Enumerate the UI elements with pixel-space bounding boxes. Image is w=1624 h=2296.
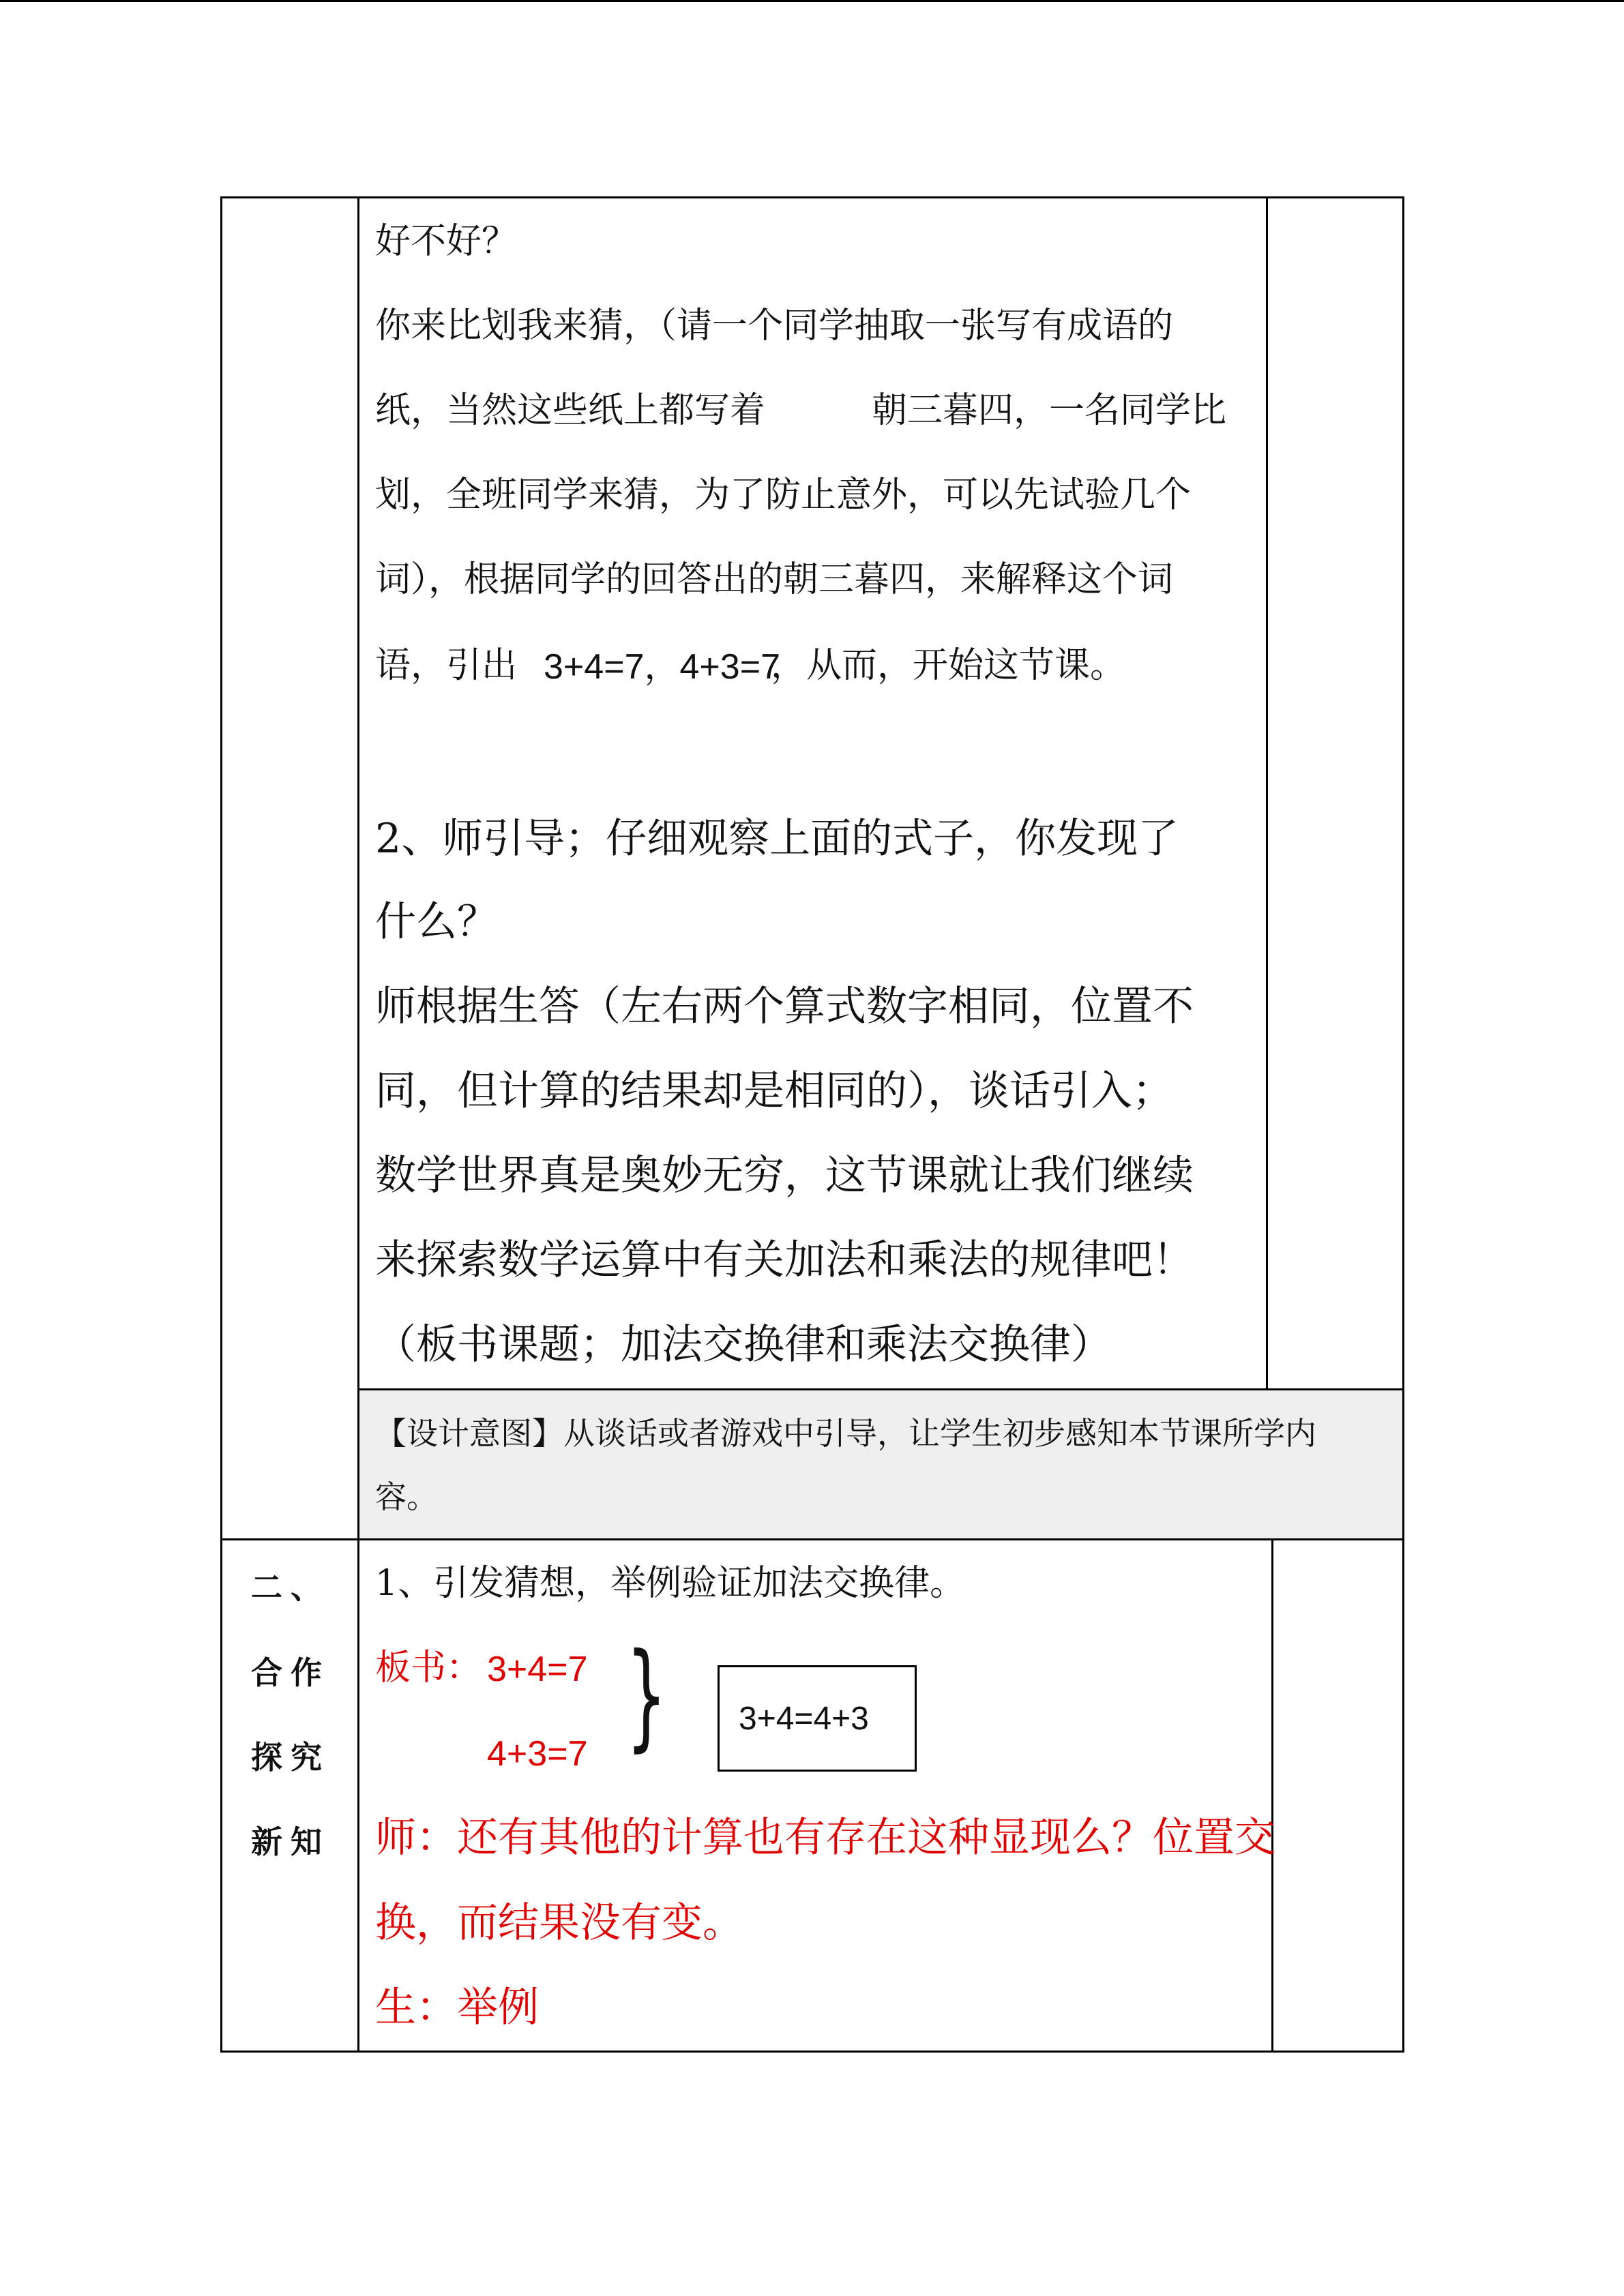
teacher-text: 师：还有其他的计算也有存在这种显现么？位置交 [375,1814,1275,1862]
stage-label-line: 合作 [251,1654,330,1691]
text-line-large: 师根据生答（左右两个算式数字相同，位置不 [375,983,1194,1030]
text-line-large: 数学世界真是奥妙无穷，这节课就让我们继续 [375,1152,1194,1199]
stage-label-number: 二、 [251,1569,330,1606]
table-left-border [220,196,222,2053]
section-heading: 1、引发猜想，举例验证加法交换律。 [375,1563,966,1604]
text-line: 你来比划我来猜，（请一个同学抽取一张写有成语的 [375,305,1174,346]
stage-column-divider [357,196,359,2053]
design-intent-top-border [357,1388,1404,1390]
boxed-equation-text: 3+4=4+3 [739,1701,869,1737]
brace-icon: } [626,1628,667,1763]
text-line: 划，全班同学来猜，为了防止意外，可以先试验几个 [375,475,1192,516]
page-top-border [0,0,1624,2]
board-label: 板书： [375,1648,482,1688]
board-equation-1: 3+4=7 [487,1650,588,1689]
text-line: 朝三暮四，一名同学比 [872,390,1227,431]
stage-label-line: 探究 [251,1739,330,1776]
text-line-large: 什么？ [375,898,498,946]
table-bottom-border [220,2051,1404,2053]
table-right-border [1402,196,1404,2053]
text-line-large: （板书课题；加法交换律和乘法交换律） [375,1321,1112,1369]
text-line: ，从而，开始这节课。 [771,645,1126,686]
teacher-text: 换，而结果没有变。 [375,1899,743,1947]
text-line: 语，引出 [375,645,518,686]
notes-column-divider-row1 [1266,196,1268,1390]
row-divider [220,1538,1404,1540]
design-intent-text: 【设计意图】从谈话或者游戏中引导，让学生初步感知本节课所学内 [375,1415,1316,1452]
text-line: 词），根据同学的回答出的朝三暮四，来解释这个词 [375,559,1174,600]
board-equation-2: 4+3=7 [487,1734,588,1774]
text-line: 好不好？ [375,221,518,262]
stage-label-line: 新知 [251,1823,330,1860]
design-intent-text: 容。 [375,1478,438,1515]
table-top-border [220,196,1404,198]
notes-column-divider-row2 [1271,1538,1273,2053]
text-line-large: 同，但计算的结果却是相同的），谈话引入； [375,1067,1173,1115]
text-line: 纸，当然这些纸上都写着 [375,390,766,431]
text-line-large: 来探索数学运算中有关加法和乘法的规律吧！ [375,1236,1194,1284]
student-text: 生：举例 [375,1984,539,2031]
equation-text: 3+4=7，4+3=7 [544,647,780,687]
text-line-large: 2、师引导；仔细观察上面的式子，你发现了 [375,815,1179,863]
design-intent-cell [359,1389,1404,1539]
